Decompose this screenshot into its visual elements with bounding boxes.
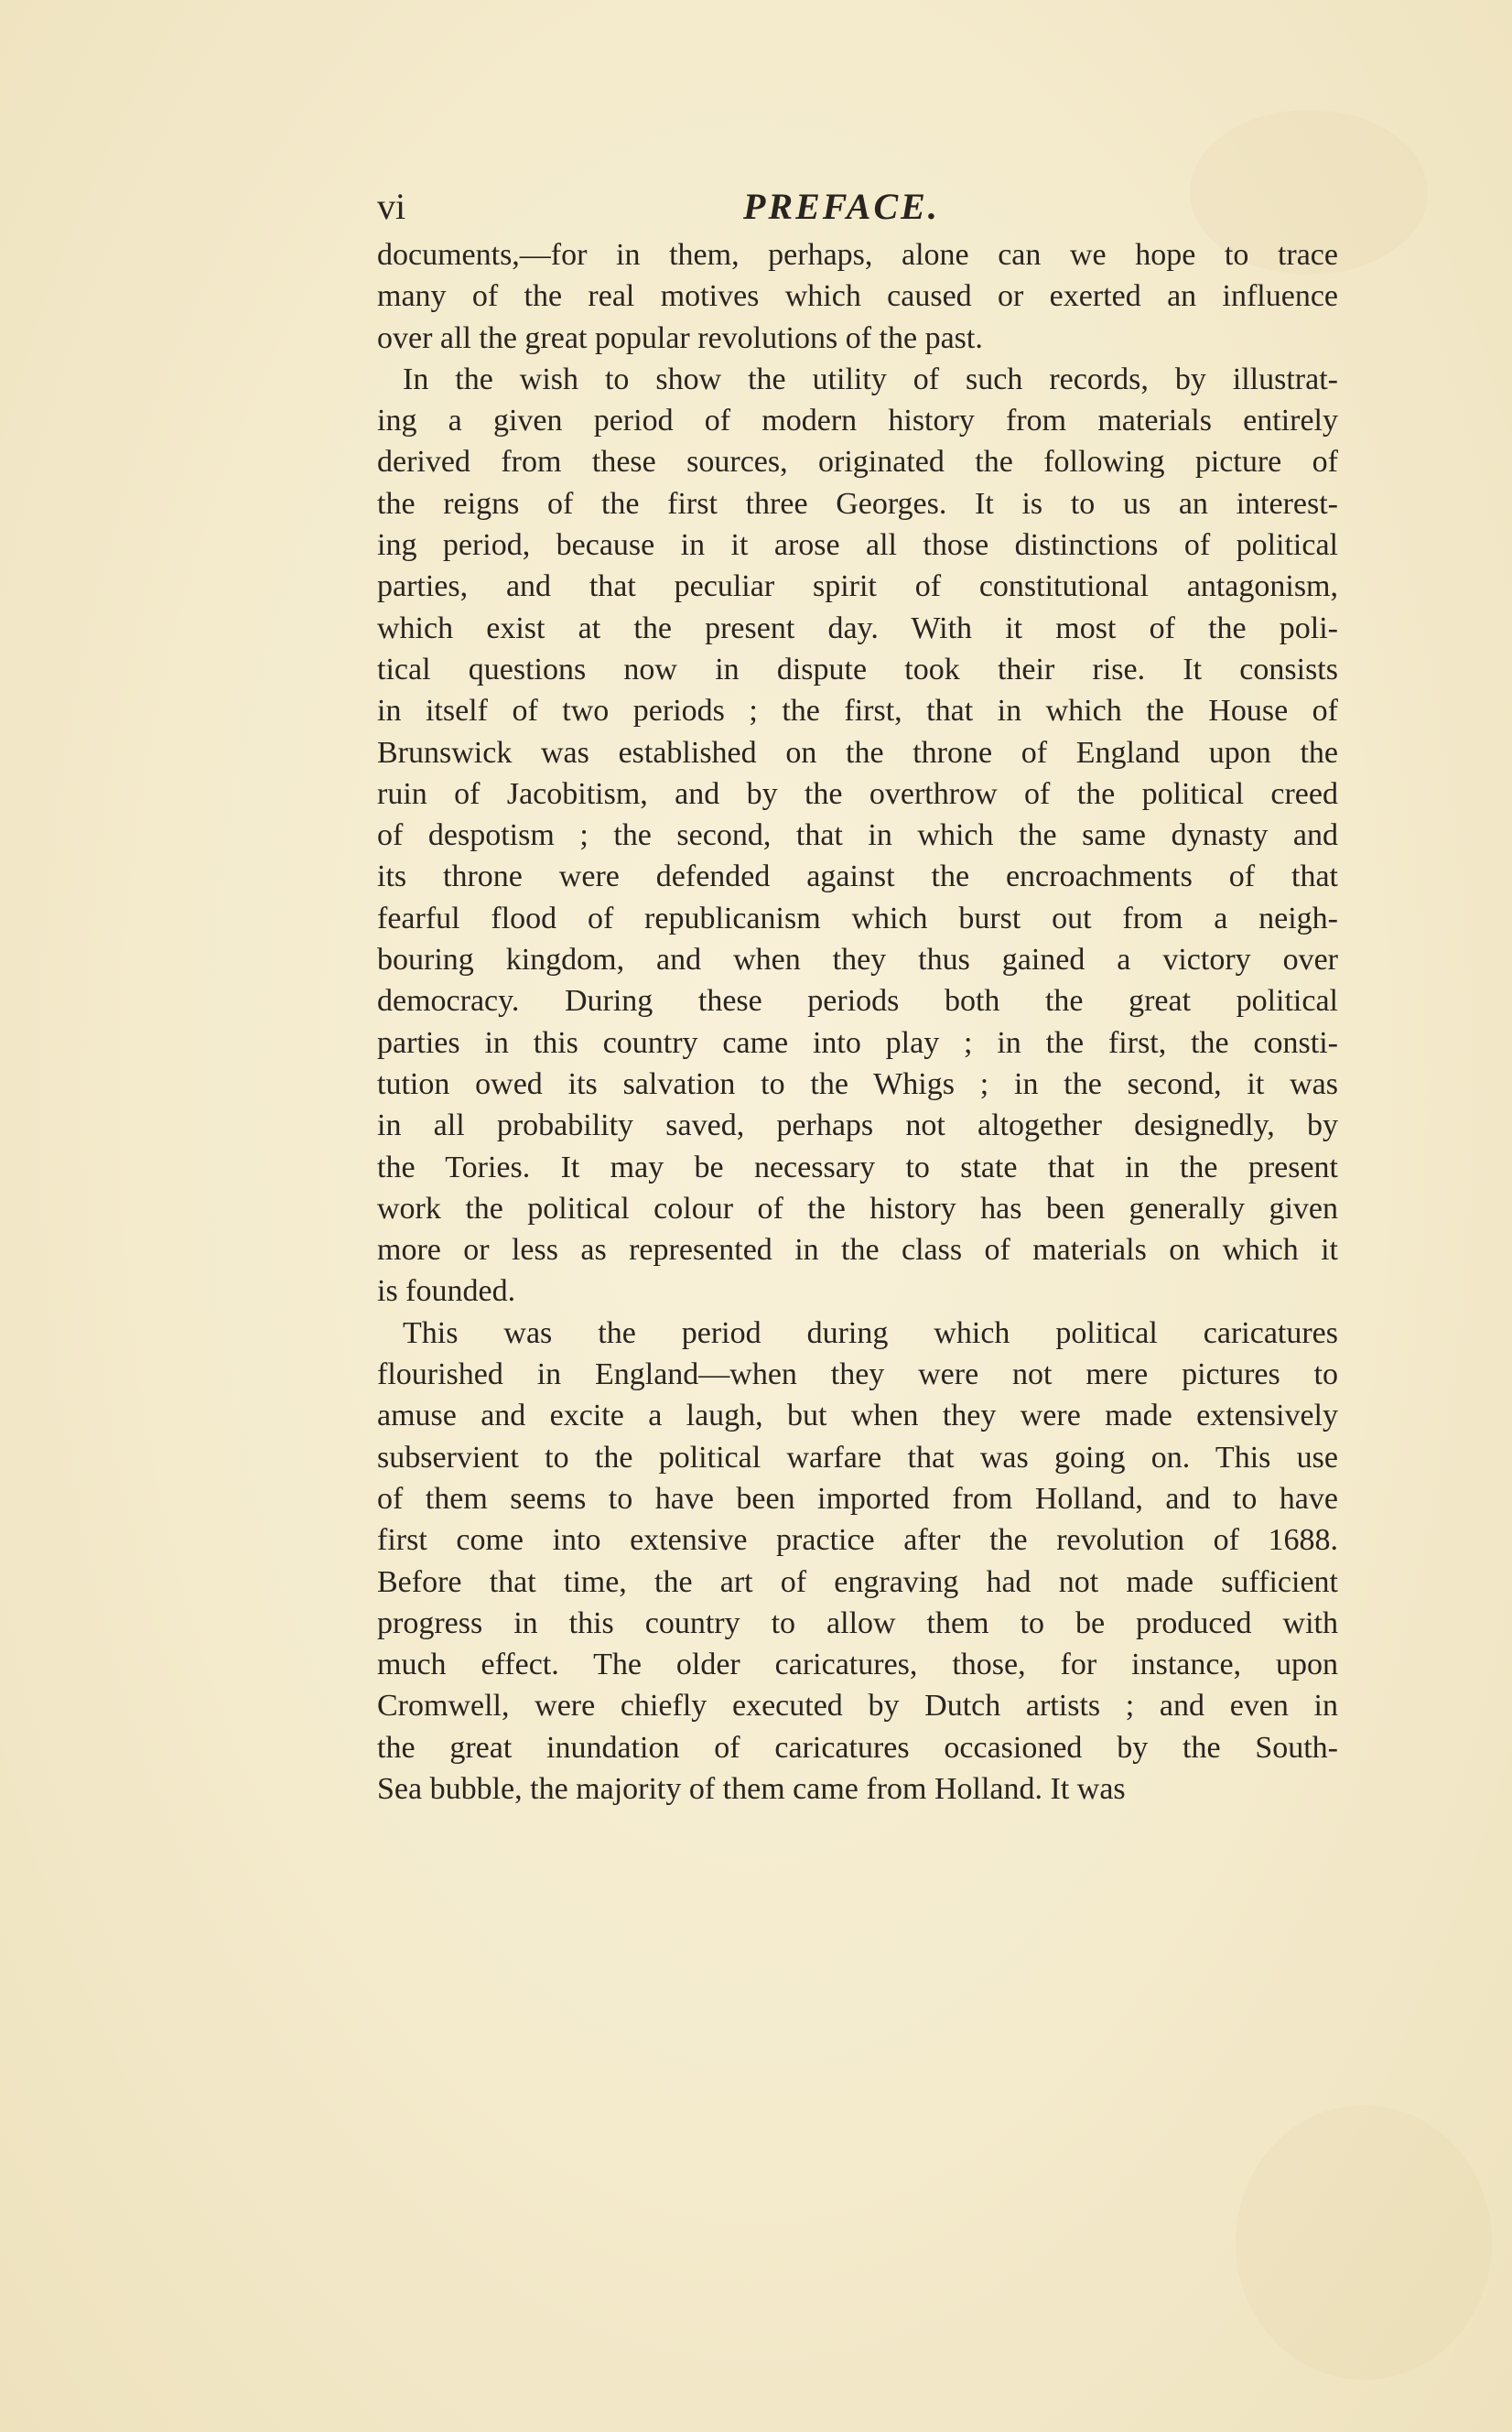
text-line: democracy. During these periods both the great political (377, 984, 1338, 1019)
text-line: the Tories. It may be necessary to state that in the present (377, 1150, 1338, 1184)
text-line: This was the period during which political caricatures (403, 1315, 1338, 1350)
text-line: work the political colour of the history has been generally given (377, 1191, 1338, 1226)
text-line: parties, and that peculiar spirit of constitutional antagonism, (377, 569, 1338, 604)
text-line: Sea bubble, the majority of them came from Holland. It was (377, 1771, 1126, 1806)
text-line: many of the real motives which caused or exerted an influence (377, 279, 1338, 314)
text-line: bouring kingdom, and when they thus gained a victory over (377, 943, 1338, 978)
text-line: of them seems to have been imported from Holland, and to have (377, 1481, 1338, 1516)
text-line: Brunswick was established on the throne of England upon the (377, 735, 1338, 770)
text-line: more or less as represented in the class of materials on which it (377, 1233, 1338, 1268)
text-line: tical questions now in dispute took their rise. It consists (377, 652, 1338, 686)
text-line: Before that time, the art of engraving had not made sufficient (377, 1564, 1338, 1599)
page-number: vi (377, 186, 406, 227)
text-line: tution owed its salvation to the Whigs ; in the second, it was (377, 1066, 1338, 1101)
paper-stain (1236, 2105, 1492, 2380)
text-line: is founded. (377, 1274, 516, 1309)
text-line: documents,—for in them, perhaps, alone can we hope to trace (377, 238, 1338, 272)
text-line: over all the great popular revolutions of the past. (377, 320, 983, 355)
running-title: PREFACE. (743, 186, 940, 227)
text-line: ing period, because in it arose all those distinctions of political (377, 528, 1338, 563)
text-line: in itself of two periods ; the first, that in which the House of (377, 694, 1338, 729)
text-line: Cromwell, were chiefly executed by Dutch artists ; and even in (377, 1689, 1338, 1724)
text-line: much effect. The older caricatures, those, for instance, upon (377, 1648, 1338, 1682)
text-line: fearful flood of republicanism which burst out from a neigh- (377, 901, 1338, 935)
page-header (377, 181, 1338, 232)
text-line: progress in this country to allow them to be produced with (377, 1605, 1338, 1640)
text-line: parties in this country came into play ; in the first, the consti- (377, 1025, 1338, 1060)
text-line: of despotism ; the second, that in which the same dynasty and (377, 818, 1338, 853)
text-line: first come into extensive practice after the revolution of 1688. (377, 1523, 1338, 1558)
text-line: subservient to the political warfare that was going on. This use (377, 1440, 1338, 1475)
text-line: the reigns of the first three Georges. It is to us an interest- (377, 486, 1338, 521)
text-line: ing a given period of modern history from materials entirely (377, 404, 1338, 438)
text-line: In the wish to show the utility of such records, by illustrat- (403, 362, 1338, 396)
text-line: which exist at the present day. With it most of the poli- (377, 611, 1338, 645)
text-line: in all probability saved, perhaps not altogether designedly, by (377, 1108, 1338, 1143)
text-line: derived from these sources, originated the following picture of (377, 445, 1338, 480)
body-text (377, 234, 1338, 1810)
text-line: ruin of Jacobitism, and by the overthrow of the political creed (377, 776, 1338, 811)
text-line: its throne were defended against the encroachments of that (377, 859, 1338, 894)
text-line: flourished in England—when they were not mere pictures to (377, 1357, 1338, 1392)
text-line: the great inundation of caricatures occasioned by the South- (377, 1730, 1338, 1765)
text-line: amuse and excite a laugh, but when they were made extensively (377, 1399, 1338, 1433)
